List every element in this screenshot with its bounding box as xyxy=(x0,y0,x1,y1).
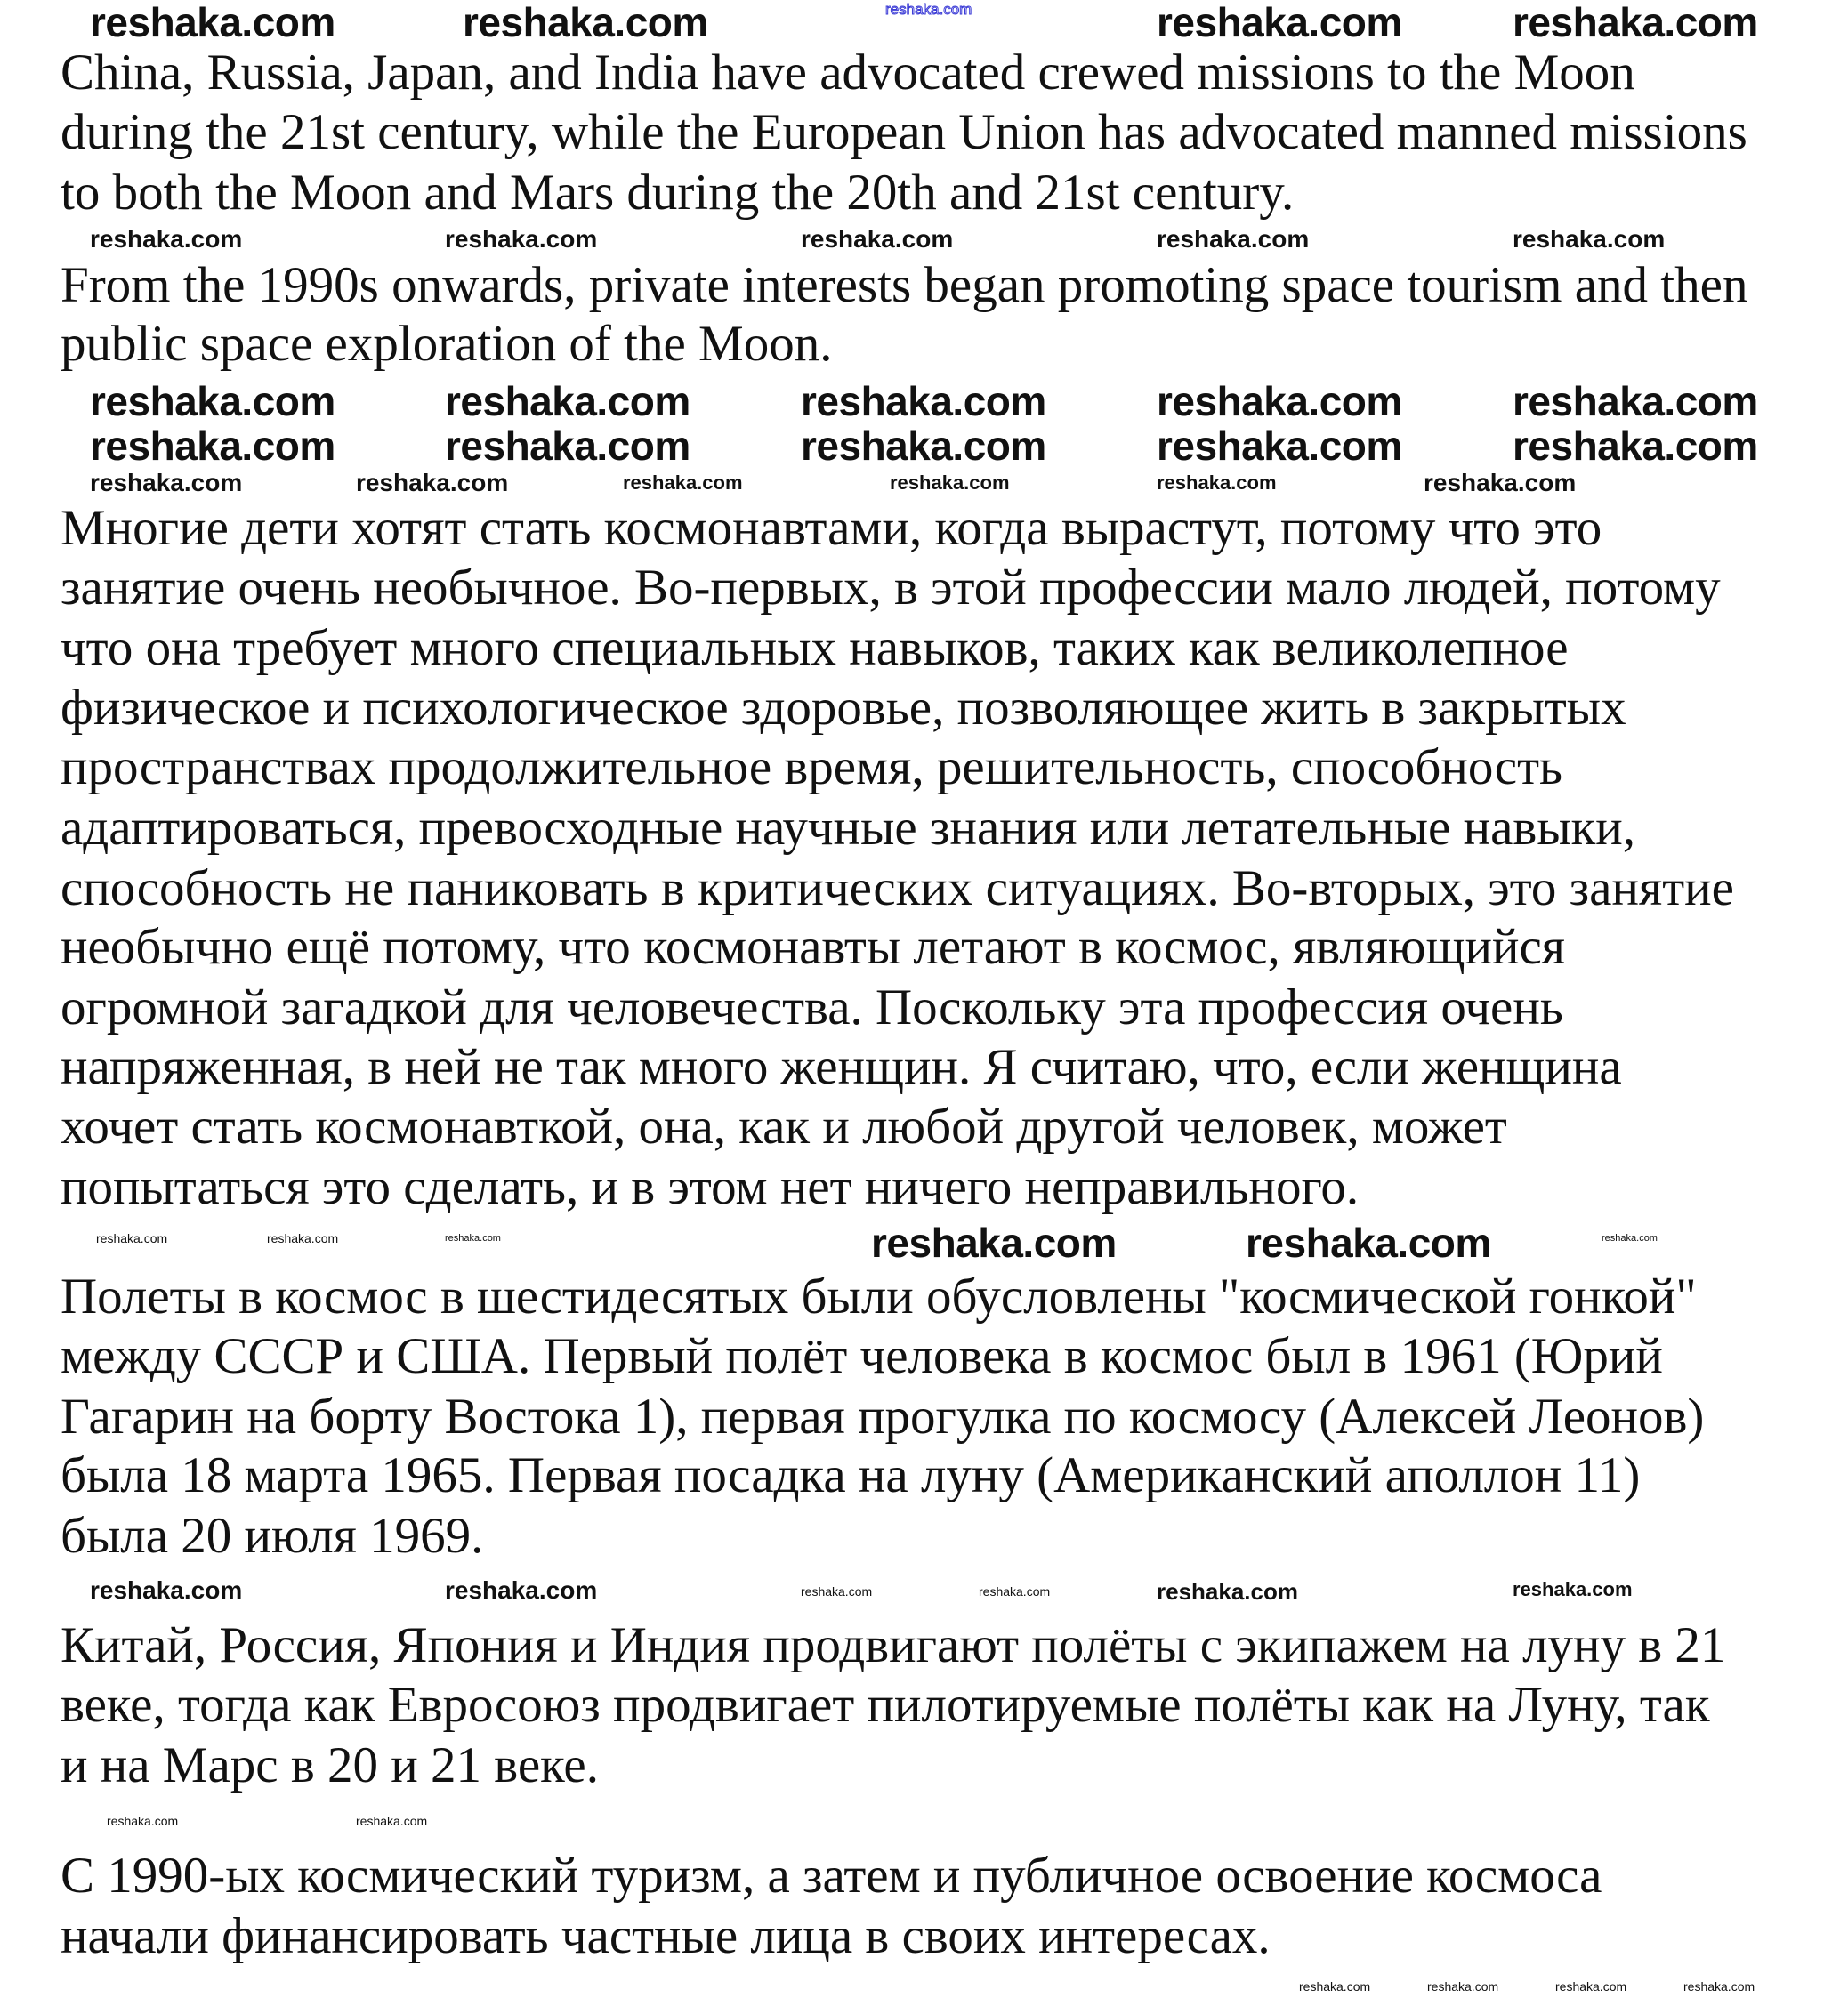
text-line: public space exploration of the Moon. xyxy=(61,316,833,372)
text-line: начали финансировать частные лица в своих интересах. xyxy=(61,1908,1271,1964)
text-line: during the 21st century, while the European Union has advocated manned missions xyxy=(61,104,1747,160)
watermark: reshaka.com xyxy=(90,423,335,469)
watermark: reshaka.com xyxy=(1424,469,1577,496)
watermark: reshaka.com xyxy=(445,1233,501,1244)
watermark: reshaka.com xyxy=(801,1584,873,1599)
text-line: и на Марс в 20 и 21 веке. xyxy=(61,1737,599,1793)
text-line: была 18 марта 1965. Первая посадка на луну (Американский аполлон 11) xyxy=(61,1447,1641,1503)
watermark: reshaka.com xyxy=(1246,1220,1491,1266)
text-line: China, Russia, Japan, and India have advocated crewed missions to the Moon xyxy=(61,44,1635,101)
watermark: reshaka.com xyxy=(1513,423,1758,469)
text-line: веке, тогда как Евросоюз продвигает пилотируемые полёты как на Луну, так xyxy=(61,1677,1710,1733)
watermark: reshaka.com xyxy=(979,1584,1051,1599)
watermark: reshaka.com xyxy=(1157,0,1402,45)
watermark: reshaka.com xyxy=(96,1231,168,1245)
text-line: была 20 июля 1969. xyxy=(61,1508,484,1564)
watermark: reshaka.com xyxy=(90,1576,243,1604)
text-line: попытаться это сделать, и в этом нет ничего неправильного. xyxy=(61,1159,1360,1215)
watermark: reshaka.com xyxy=(107,1814,179,1828)
watermark: reshaka.com xyxy=(1513,1578,1633,1600)
watermark: reshaka.com xyxy=(445,1576,598,1604)
watermark: reshaka.com xyxy=(1683,1979,1755,1994)
watermark: reshaka.com xyxy=(1157,378,1402,424)
watermark: reshaka.com xyxy=(801,225,954,253)
watermark: reshaka.com xyxy=(801,378,1046,424)
watermark: reshaka.com xyxy=(90,378,335,424)
text-line: хочет стать космонавткой, она, как и любой другой человек, может xyxy=(61,1099,1507,1155)
text-line: физическое и психологическое здоровье, позволяющее жить в закрытых xyxy=(61,680,1626,736)
watermark: reshaka.com xyxy=(1513,225,1666,253)
watermark: reshaka.com xyxy=(885,1,972,18)
watermark: reshaka.com xyxy=(1555,1979,1627,1994)
watermark: reshaka.com xyxy=(1157,1578,1298,1605)
watermark: reshaka.com xyxy=(871,1220,1117,1266)
watermark: reshaka.com xyxy=(463,0,708,45)
watermark: reshaka.com xyxy=(890,471,1010,494)
text-line: между СССР и США. Первый полёт человека в космос был в 1961 (Юрий xyxy=(61,1328,1663,1384)
watermark: reshaka.com xyxy=(90,0,335,45)
watermark: reshaka.com xyxy=(1602,1233,1658,1244)
text-line: to both the Moon and Mars during the 20th and 21st century. xyxy=(61,165,1295,221)
watermark: reshaka.com xyxy=(1513,378,1758,424)
text-line: пространствах продолжительное время, решительность, способность xyxy=(61,739,1563,795)
text-line: Гагарин на борту Востока 1), первая прогулка по космосу (Алексей Леонов) xyxy=(61,1389,1705,1445)
watermark: reshaka.com xyxy=(445,423,690,469)
text-line: что она требует много специальных навыков, таких как великолепное xyxy=(61,620,1569,676)
text-line: From the 1990s onwards, private interests began promoting space tourism and then xyxy=(61,257,1748,313)
text-line: необычно ещё потому, что космонавты летают в космос, являющийся xyxy=(61,919,1566,975)
text-line: адаптироваться, превосходные научные знания или летательные навыки, xyxy=(61,800,1636,856)
watermark: reshaka.com xyxy=(267,1231,339,1245)
watermark: reshaka.com xyxy=(356,1814,428,1828)
text-line: Полеты в космос в шестидесятых были обусловлены "космической гонкой" xyxy=(61,1269,1697,1325)
text-line: Многие дети хотят стать космонавтами, когда вырастут, потому что это xyxy=(61,500,1602,556)
text-line: Китай, Россия, Япония и Индия продвигают полёты с экипажем на луну в 21 xyxy=(61,1617,1726,1673)
watermark: reshaka.com xyxy=(1157,423,1402,469)
watermark: reshaka.com xyxy=(356,469,509,496)
watermark: reshaka.com xyxy=(1157,471,1277,494)
text-line: способность не паниковать в критических ситуациях. Во-вторых, это занятие xyxy=(61,860,1734,916)
text-line: напряженная, в ней не так много женщин. Я считаю, что, если женщина xyxy=(61,1039,1622,1095)
watermark: reshaka.com xyxy=(623,471,743,494)
text-line: занятие очень необычное. Во-первых, в этой профессии мало людей, потому xyxy=(61,560,1721,616)
watermark: reshaka.com xyxy=(801,423,1046,469)
watermark: reshaka.com xyxy=(1427,1979,1499,1994)
watermark: reshaka.com xyxy=(1513,0,1758,45)
watermark: reshaka.com xyxy=(90,225,243,253)
text-line: С 1990-ых космический туризм, а затем и публичное освоение космоса xyxy=(61,1848,1602,1904)
watermark: reshaka.com xyxy=(445,378,690,424)
watermark: reshaka.com xyxy=(90,469,243,496)
text-line: огромной загадкой для человечества. Поскольку эта профессия очень xyxy=(61,979,1563,1035)
watermark: reshaka.com xyxy=(1157,225,1310,253)
watermark: reshaka.com xyxy=(445,225,598,253)
watermark: reshaka.com xyxy=(1299,1979,1371,1994)
